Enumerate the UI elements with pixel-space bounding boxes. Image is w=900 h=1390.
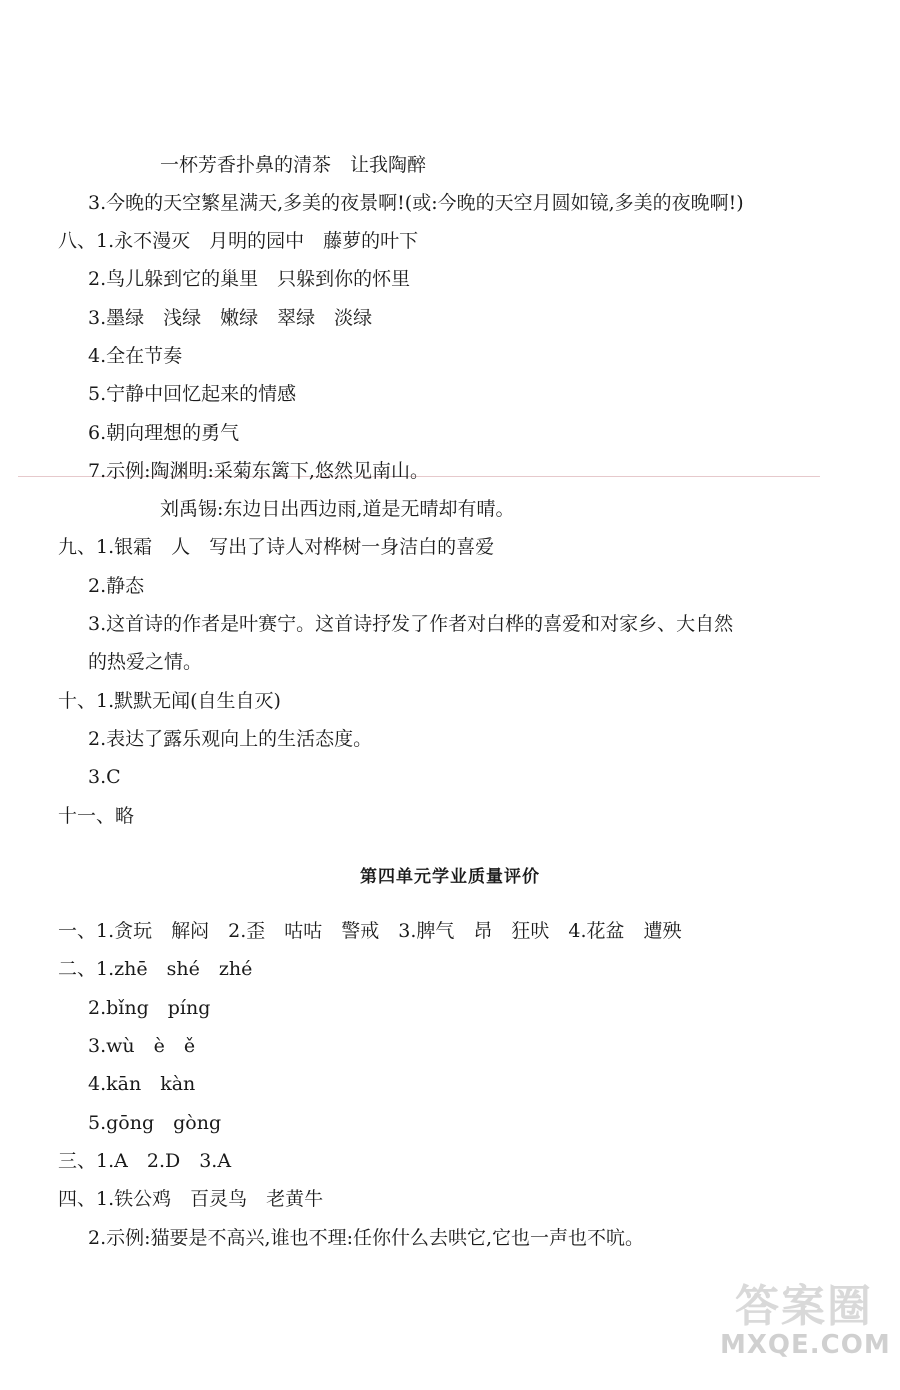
answer-line: 刘禹锡:东边日出西边雨,道是无晴却有晴。	[160, 498, 515, 520]
section-title: 第四单元学业质量评价	[360, 867, 540, 887]
answer-line: 十、1.默默无闻(自生自灭)	[58, 690, 281, 712]
answer-line: 九、1.银霜 人 写出了诗人对桦树一身洁白的喜爱	[58, 536, 495, 558]
answer-line: 7.示例:陶渊明:采菊东篱下,悠然见南山。	[88, 460, 429, 482]
answer-line: 3.这首诗的作者是叶赛宁。这首诗抒发了作者对白桦的喜爱和对家乡、大自然	[88, 613, 734, 635]
answer-line: 3.墨绿 浅绿 嫩绿 翠绿 淡绿	[88, 307, 373, 329]
answer-line: 3.wù è ě	[88, 1035, 196, 1057]
answer-line: 4.kān kàn	[88, 1073, 196, 1095]
answer-line: 5.宁静中回忆起来的情感	[88, 383, 297, 405]
answer-line: 6.朝向理想的勇气	[88, 422, 240, 444]
answer-line: 2.鸟儿躲到它的巢里 只躲到你的怀里	[88, 268, 411, 290]
answer-line: 4.全在节奏	[88, 345, 183, 367]
answer-line: 2.表达了露乐观向上的生活态度。	[88, 728, 373, 750]
answer-line: 2.示例:猫要是不高兴,谁也不理:任你什么去哄它,它也一声也不吭。	[88, 1227, 645, 1249]
answer-line: 十一、略	[58, 805, 135, 827]
answer-line: 3.C	[88, 766, 121, 788]
watermark-bottom-text: MXQE.COM	[720, 1330, 891, 1360]
watermark-top-text: 答案圈	[735, 1281, 873, 1332]
answer-line: 2.bǐng píng	[88, 997, 211, 1019]
answer-line: 四、1.铁公鸡 百灵鸟 老黄牛	[58, 1188, 324, 1210]
watermark-logo	[720, 1270, 891, 1382]
answer-line: 3.今晚的天空繁星满天,多美的夜景啊!(或:今晚的天空月圆如镜,多美的夜晚啊!)	[88, 192, 744, 214]
answer-line: 一、1.贪玩 解闷 2.歪 咕咕 警戒 3.脾气 昂 狂吠 4.花盆 遭殃	[58, 920, 682, 942]
answer-line: 八、1.永不漫灭 月明的园中 藤萝的叶下	[58, 230, 419, 252]
answer-line: 三、1.A 2.D 3.A	[58, 1150, 232, 1172]
answer-line: 2.静态	[88, 575, 145, 597]
answer-line: 二、1.zhē shé zhé	[58, 958, 253, 980]
answer-line: 5.gōng gòng	[88, 1112, 222, 1134]
answer-line: 的热爱之情。	[88, 651, 203, 673]
answer-line: 一杯芳香扑鼻的清茶 让我陶醉	[160, 154, 427, 176]
